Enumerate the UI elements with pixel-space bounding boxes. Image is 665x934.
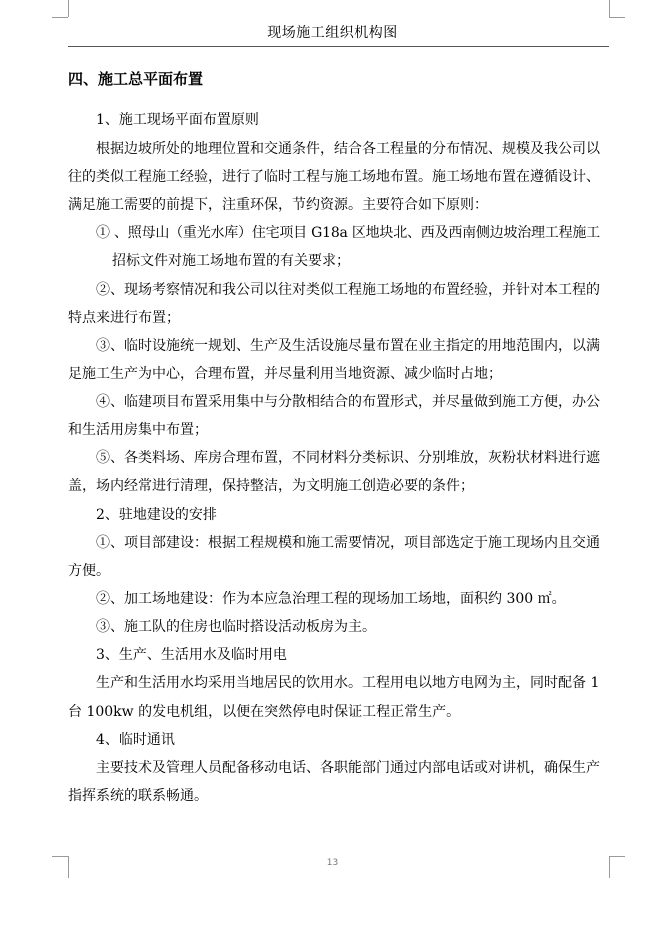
section-2-item-1-line-2: 方便。 [68, 563, 110, 579]
crop-mark-top-left-h [52, 17, 68, 18]
header-rule [68, 46, 609, 47]
item-5-line-1: ⑤、各类料场、库房合理布置，不同材料分类标识、分别堆放，灰粉状材料进行遮 [96, 450, 600, 466]
paragraph-3-line-1: 生产和生活用水均采用当地居民的饮用水。工程用电以地方电网为主，同时配备 1 [96, 675, 600, 691]
item-3-line-1: ③、临时设施统一规划、生产及生活设施尽量布置在业主指定的用地范围内，以满 [96, 338, 600, 354]
page-number: 13 [326, 858, 339, 868]
item-2-line-1: ②、现场考察情况和我公司以往对类似工程施工场地的布置经验，并针对本工程的 [96, 282, 600, 298]
paragraph-1-line-1: 根据边坡所处的地理位置和交通条件，结合各工程量的分布情况、规模及我公司以 [96, 141, 600, 157]
subheading-2: 2、驻地建设的安排 [96, 507, 217, 523]
item-2-line-2: 特点来进行布置； [68, 310, 180, 326]
subheading-4: 4、临时通讯 [96, 732, 175, 748]
paragraph-4-line-1: 主要技术及管理人员配备移动电话、各职能部门通过内部电话或对讲机，确保生产 [96, 760, 600, 776]
running-header: 现场施工组织机构图 [267, 25, 398, 41]
crop-mark-top-left-v [68, 0, 69, 17]
paragraph-1-line-2: 往的类似工程施工经验，进行了临时工程与施工场地布置。施工场地布置在遵循设计、 [68, 169, 600, 185]
crop-mark-bottom-left-h [52, 856, 68, 857]
item-1-line-1: ① 、照母山（重光水库）住宅项目 G18a 区地块北、西及西南侧边坡治理工程施工 [96, 225, 600, 241]
crop-mark-bottom-right-h [609, 856, 625, 857]
crop-mark-top-right-v [609, 0, 610, 17]
section-title: 四、施工总平面布置 [68, 70, 204, 88]
section-2-item-3: ③、施工队的住房也临时搭设活动板房为主。 [96, 619, 376, 635]
subheading-3: 3、生产、生活用水及临时用电 [96, 647, 287, 663]
paragraph-1-line-3: 满足施工需要的前提下，注重环保，节约资源。主要符合如下原则： [68, 197, 488, 213]
paragraph-3-line-2: 台 100kw 的发电机组，以便在突然停电时保证工程正常生产。 [68, 704, 461, 720]
crop-mark-top-right-h [609, 17, 625, 18]
section-2-item-1-line-1: ①、项目部建设：根据工程规模和施工需要情况，项目部选定于施工现场内且交通 [96, 535, 600, 551]
section-2-item-2: ②、加工场地建设：作为本应急治理工程的现场加工场地，面积约 300 ㎡。 [96, 591, 566, 607]
item-4-line-2: 和生活用房集中布置； [68, 422, 208, 438]
item-5-line-2: 盖，场内经常进行清理，保持整洁，为文明施工创造必要的条件； [68, 478, 474, 494]
item-1-line-2: 招标文件对施工场地布置的有关要求； [112, 253, 350, 269]
subheading-1: 1、施工现场平面布置原则 [96, 112, 259, 128]
item-4-line-1: ④、临建项目布置采用集中与分散相结合的布置形式，并尽量做到施工方便，办公 [96, 394, 600, 410]
item-3-line-2: 足施工生产为中心，合理布置，并尽量利用当地资源、减少临时占地； [68, 366, 502, 382]
paragraph-4-line-2: 指挥系统的联系畅通。 [68, 788, 208, 804]
